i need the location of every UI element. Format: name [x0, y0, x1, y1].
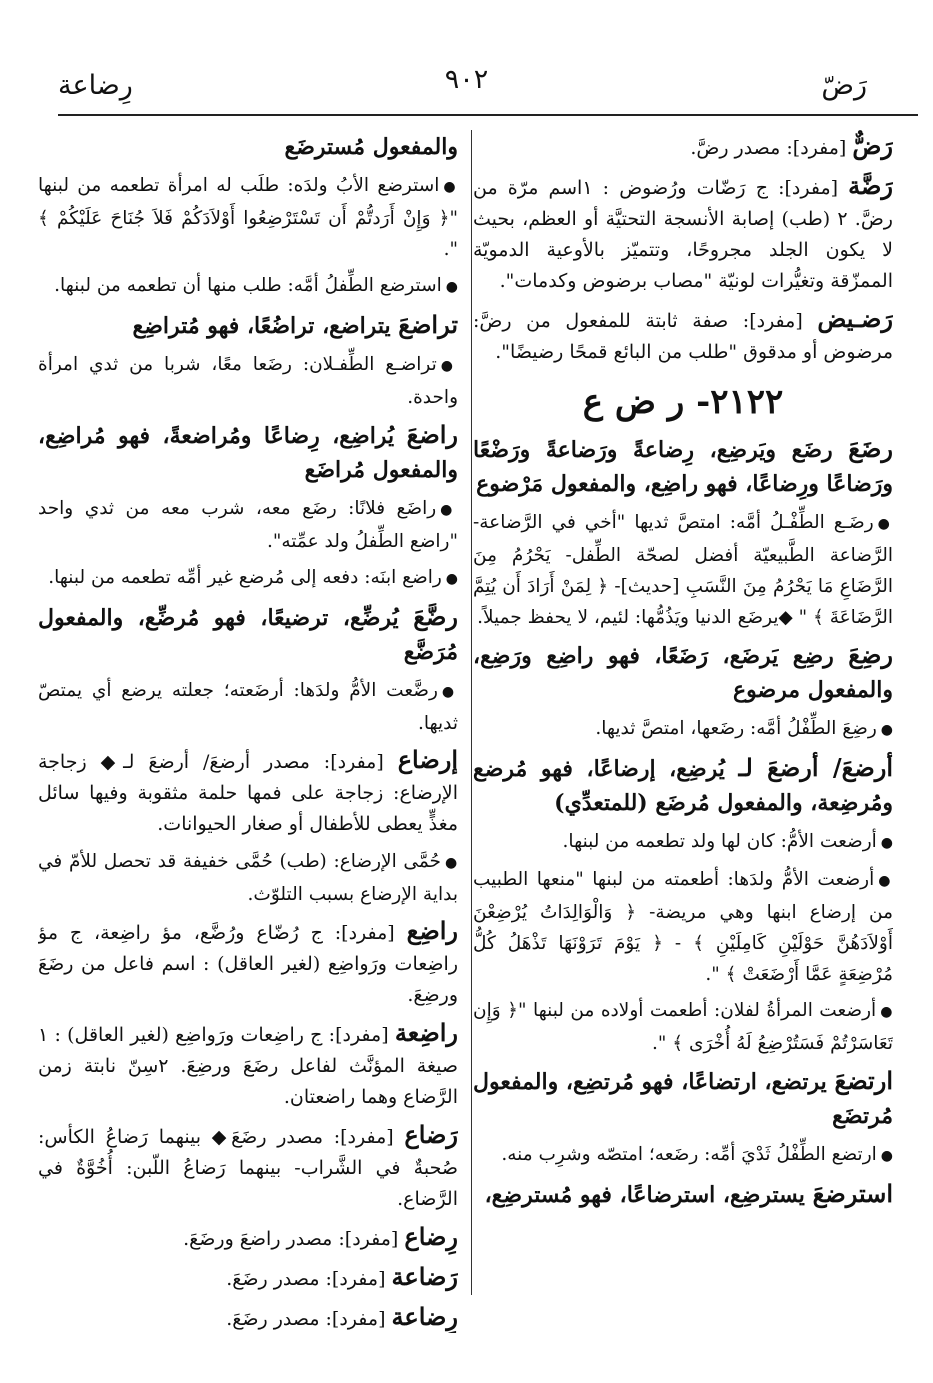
bullet-icon: ●	[880, 722, 893, 738]
sense-item	[473, 507, 893, 633]
verb-entry	[473, 751, 893, 820]
bullet-icon: ●	[440, 358, 458, 374]
left-column	[38, 130, 458, 1333]
dictionary-entry	[38, 1221, 458, 1255]
headword: رضَّعَ	[413, 602, 458, 631]
sense-item	[473, 995, 893, 1059]
sense-text: راضع ابنَه: دفعه إلى مُرضع غير أمِّه تطعمه من لبنها.	[48, 567, 442, 588]
entry-text: يسترضِع، استرضاعًا، فهو مُسترضِع،	[484, 1182, 813, 1208]
headword: استرضعَ	[812, 1179, 893, 1208]
verb-entry	[38, 308, 458, 343]
header-guide-word-right: رَضّ	[821, 70, 867, 101]
headword: راضِعة	[394, 1018, 458, 1047]
headword: رضِعَ	[848, 640, 893, 669]
headword: رِضاعة	[391, 1302, 458, 1331]
sense-item	[473, 826, 893, 859]
bullet-icon: ●	[440, 502, 458, 518]
dictionary-entry	[473, 170, 893, 297]
sense-text: رضِعَ الطِّفْلُ أمَّه: رضَعها، امتصَّ ثديها.	[595, 718, 877, 739]
sense-text: تراضـع الطِّفـلان: رضَعا معًا، شربا من ثدي امرأة واحدة.	[38, 354, 458, 408]
sense-text: أرضعت الأمُّ: كان لها ولد تطعمه من لبنها.	[562, 831, 877, 852]
entry-text: [مفرد]: مصدر راضعَ ورضَعَ.	[183, 1228, 405, 1250]
sense-item	[38, 562, 458, 595]
sense-text: راضَع فلانًا: رضَع معه، شرب معه من ثدي واحد "راضع الطِّفلُ ولد عمِّته".	[38, 498, 458, 552]
entry-text: يُراضِع، رِضاعًا ومُراضعةً، فهو مُراضِع، والمفعول مُراضَع	[38, 423, 458, 483]
entry-text: رضَع ويَرضِع، رِضاعةً ورَضاعةً ورَضْعًا ورَضاعًا ورِضاعًا، فهو راضِع، والمفعول مَرْضوع	[473, 437, 893, 497]
entry-text: [مفرد]: مصدر رضَعَ◆ بينهما رَضاعُ الكأس: صُحبةٌ في الشَّراب- بينهما رَضاعُ اللّبن: أُخُوَّةٌ في الرَّضاع.	[38, 1126, 458, 1210]
dictionary-entry	[38, 744, 458, 840]
sense-text: استرضع الطِّفلُ أمَّه: طلب منها أن تطعمه من لبنها.	[54, 275, 442, 296]
sense-item	[38, 170, 458, 265]
headword: رَضاعة	[391, 1262, 458, 1291]
sense-item	[473, 713, 893, 746]
verb-entry	[38, 600, 458, 669]
bullet-icon: ●	[444, 855, 458, 871]
dictionary-entry	[38, 1301, 458, 1333]
sense-text: رضَـع الطِّفْـلُ أمَّه: امتصَّ ثديها "أخي في الرَّضاعة- الرَّضاعة الطَّبيعيّة أفضل لصحّة الطِّفل- يَحْرُمُ مِنَ الرَّضَاعِ مَا يَحْرُمُ مِنَ النَّسَبِ [حديث]- ﴿ لِمَنْ أَرَادَ أَن يُتِمَّ الرَّضَاعَةَ ﴾ " ◆يرضَع الدنيا ويَذُمُّها: لئيم، لا يحفظ جميلاً.	[473, 512, 893, 628]
bullet-icon: ●	[445, 571, 458, 587]
headword: تراضعَ	[398, 310, 458, 339]
sense-item	[38, 846, 458, 910]
verb-entry	[473, 1177, 893, 1212]
bullet-icon: ●	[880, 1004, 893, 1020]
sense-item	[38, 270, 458, 303]
entry-text: [مفرد]: ج راضِعات ورَواضِع (لغير العاقل) : ١ صيغة المؤنَّث لفاعل رضَعَ ورضِعَ. ٢سِنّ نابتة زمن الرَّضاع وهما راضعتان.	[38, 1024, 458, 1108]
root-heading: ٢١٢٢- ر ض ع	[582, 382, 784, 422]
sense-text: أرضعت المرأةُ لفلان: أطعمت أولاده من لبنها "﴿ وَإِن تَعَاسَرْتُمْ فَسَتُرْضِعُ لَهُ أُخْرَى ﴾ ".	[473, 1000, 893, 1054]
bullet-icon: ●	[441, 684, 458, 700]
headword: رَضٌّ	[852, 131, 893, 160]
entry-text: [مفرد]: مصدر رضَّ.	[690, 137, 853, 159]
sense-item	[473, 864, 893, 990]
bullet-icon: ●	[443, 179, 458, 195]
page-number: ٩٠٢	[444, 64, 489, 95]
verb-entry	[38, 418, 458, 487]
verb-entry	[473, 432, 893, 501]
headword: رضَعَ	[848, 434, 893, 463]
sense-text: رضَّعت الأمُّ ولدَها: أرضَعته؛ جعلته يرضع أي يمتصّ ثديها.	[38, 680, 458, 734]
entry-text: يرتضع، ارتضاعًا، فهو مُرتضِع، والمفعول مُرتضَع	[473, 1069, 893, 1129]
header-rule	[58, 114, 918, 116]
entry-text: [مفرد]: مصدر أرضعَ/ أرضعَ لـ◆ زجاجة الإرضاع: زجاجة على فمها حلمة مثقوبة وفيها سائل مغذٍّ يعطى للأطفال أو صغار الحيوانات.	[38, 751, 458, 835]
verb-entry	[473, 638, 893, 707]
page-header	[0, 0, 933, 118]
dictionary-entry	[473, 303, 893, 368]
dictionary-entry	[38, 1261, 458, 1295]
entry-text: يُرضِّع، ترضيعًا، فهو مُرضِّع، والمفعول مُرَضَّع	[38, 605, 458, 665]
verb-entry	[473, 1064, 893, 1133]
headword: ارتضعَ	[834, 1066, 893, 1095]
headword: إرضاع	[397, 745, 458, 774]
dictionary-entry	[38, 915, 458, 1011]
dictionary-entry	[38, 1017, 458, 1113]
sense-item	[38, 493, 458, 557]
sense-text: ارتضع الطِّفْلُ ثَدْيَ أمِّه: رضَعه؛ امتصّه وشرِب منه.	[501, 1144, 877, 1165]
right-column	[473, 130, 893, 1333]
entry-text: [مفرد]: ج رَضّات ورُضوض : ١اسم مرّة من رضَّ. ٢ (طب) إصابة الأنسجة التحتيَّة أو العظم، بحيث لا يكون الجلد مجروحًا، وتتميّز بالأوعية الدمويّة الممزّقة وتغيُّرات لونيّة "مصاب برضوض وكدمات".	[473, 177, 893, 292]
column-divider	[471, 130, 472, 1295]
headword: رَضاع	[404, 1120, 458, 1149]
header-guide-word-left: رِضاعة	[58, 70, 133, 101]
entry-text: والمفعول مُسترضَع	[284, 134, 458, 160]
sense-text: حُمَّى الإرضاع: (طب) حُمَّى خفيفة قد تحصل للأمّ في بداية الإرضاع بسبب التلوّث.	[38, 851, 458, 905]
bullet-icon: ●	[880, 835, 893, 851]
bullet-icon: ●	[445, 279, 458, 295]
bullet-icon: ●	[880, 1148, 893, 1164]
dictionary-entry	[38, 1119, 458, 1215]
headword: رِضاع	[404, 1222, 458, 1251]
verb-entry	[38, 130, 458, 164]
dictionary-entry	[473, 130, 893, 164]
sense-item	[38, 675, 458, 739]
headword: راضعَ	[406, 420, 458, 449]
headword: راضِع	[406, 916, 458, 945]
sense-item	[473, 1139, 893, 1172]
entry-text: [مفرد]: مصدر رضَعَ.	[226, 1268, 392, 1290]
sense-text: أرضعت الأمُّ ولدَها: أطعمته من لبنها "منعها الطبيب من إرضاع ابنها وهي مريضة- ﴿ وَالْوَالِدَاتُ يُرْضِعْنَ أَوْلاَدَهُنَّ حَوْلَيْنِ كَامِلَيْنِ ﴾ - ﴿ يَوْمَ تَرَوْنَهَا تَذْهَلُ كُلُّ مُرْضِعَةٍ عَمَّا أَرْضَعَتْ ﴾ ".	[473, 869, 893, 985]
headword: أرضعَ/ أرضعَ لـ	[738, 753, 893, 782]
sense-text: استرضع الأبُ ولدَه: طلَب له امرأة تطعمه من لبنها "﴿ وَإِنْ أَرَدتُّمْ أَن تَسْتَرْضِعُوا أَوْلاَدَكُمْ فَلاَ جُنَاحَ عَلَيْكُمْ ﴾ ".	[38, 175, 458, 260]
entry-text: [مفرد]: مصدر رضَعَ.	[226, 1308, 392, 1330]
entry-text: يُرضِع، إرضاعًا، فهو مُرضع ومُرضِعة، والمفعول مُرضَع (للمتعدِّي)	[473, 756, 893, 816]
entry-text: رضِع يَرضَع، رَضَعًا، فهو راضِع ورَضِع، والمفعول مرضوع	[473, 643, 893, 703]
entry-text: [مفرد]: صفة ثابتة للمفعول من رضَّ: مرضوض أو مدقوق "طلب من البائع قمحًا رضيضًا".	[473, 310, 893, 363]
bullet-icon: ●	[877, 516, 893, 532]
entry-text: يتراضع، تراضُعًا، فهو مُتراضِع	[132, 313, 399, 339]
bullet-icon: ●	[878, 873, 893, 889]
headword: رَضَّة	[848, 171, 893, 200]
entry-text: [مفرد]: ج رُضّاع ورُضَّع، مؤ راضِعة، ج مؤ راضِعات ورَواضِع (لغير العاقل) : اسم فاعل من رضَعَ ورضِعَ.	[38, 922, 458, 1006]
headword: رَضـيض	[817, 304, 893, 333]
sense-item	[38, 349, 458, 413]
